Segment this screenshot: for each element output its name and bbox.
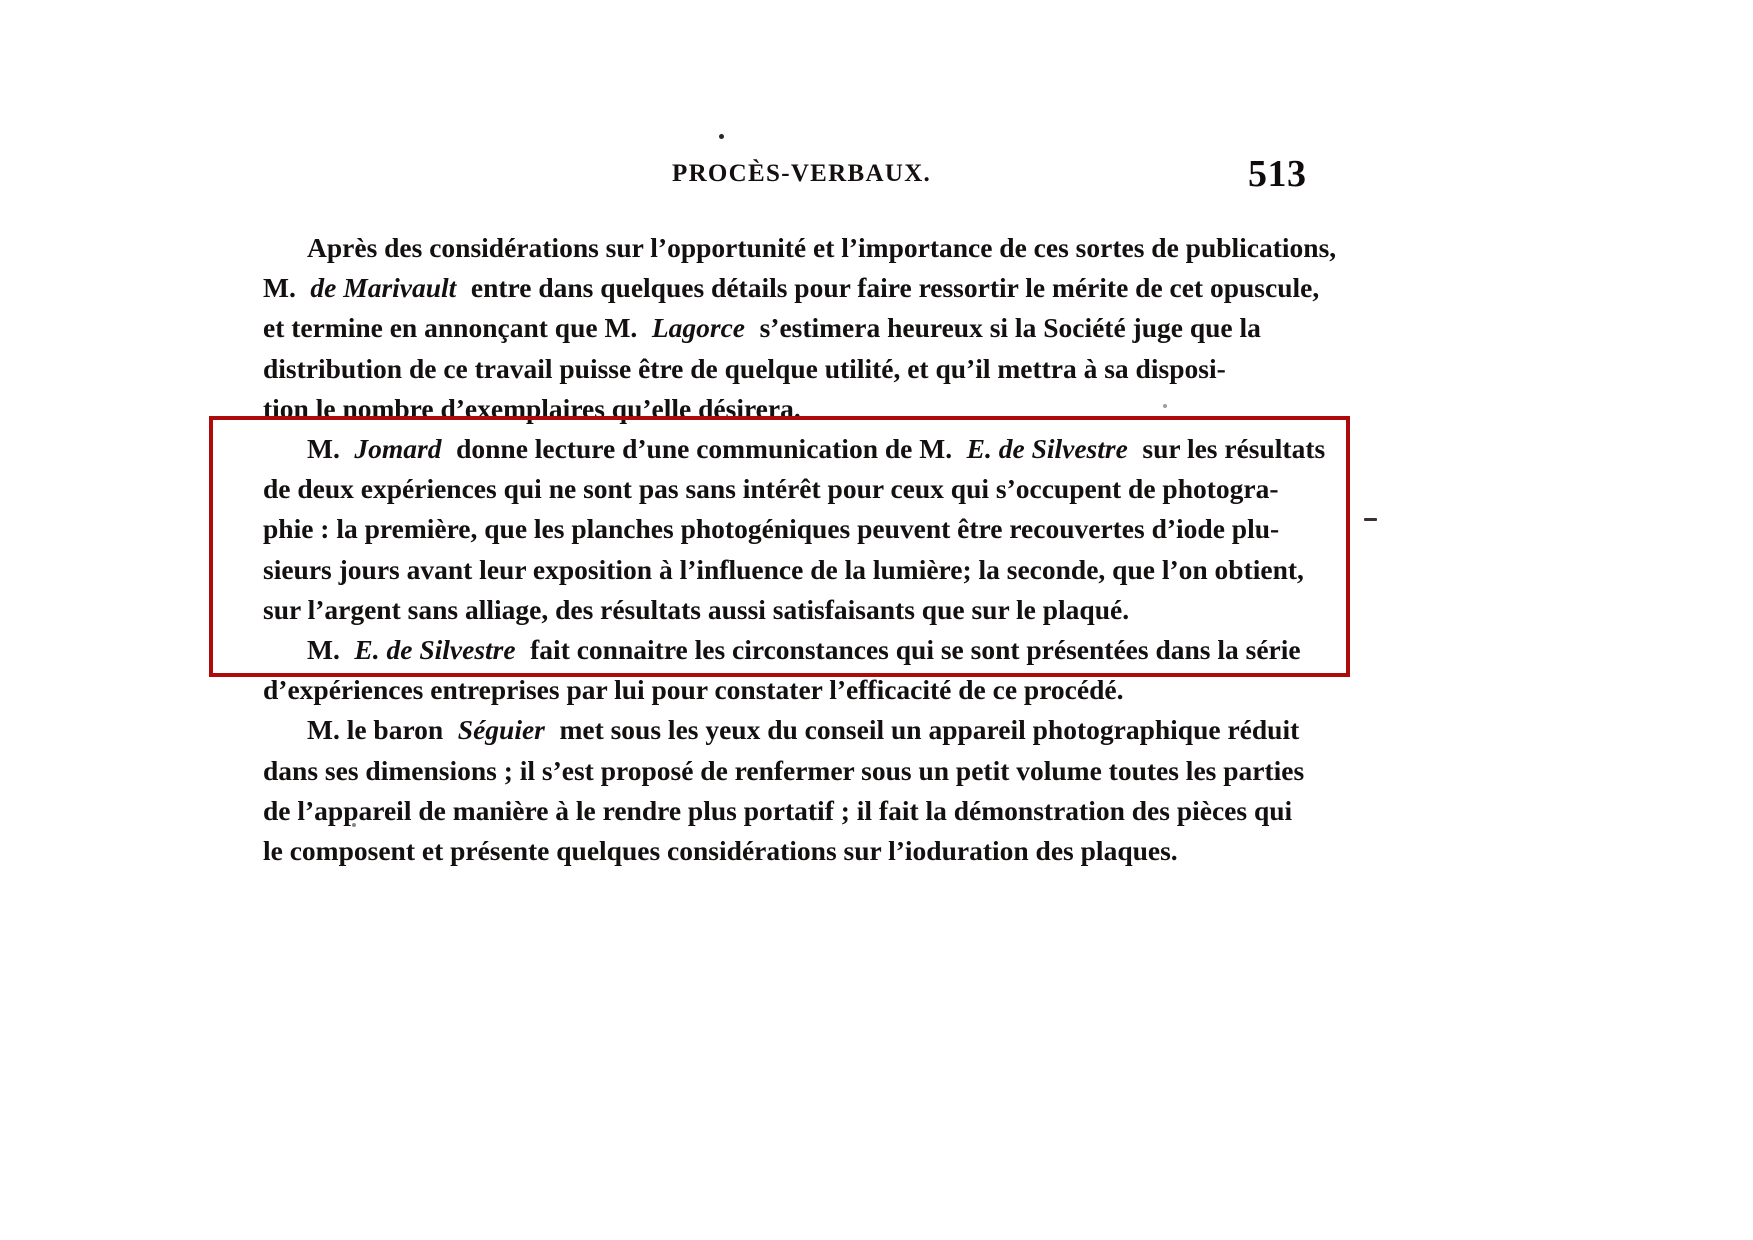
line-text: M. — [307, 433, 340, 465]
text-line — [263, 268, 1325, 308]
paragraph-silvestre — [263, 630, 1325, 710]
line-text: donne lecture d’une communication de M. — [456, 433, 953, 465]
line-text: M. — [307, 634, 340, 666]
line-text: et termine en annonçant que M. — [263, 312, 638, 344]
text-line — [263, 751, 1325, 791]
italic-name: Lagorce — [651, 312, 746, 344]
line-text: fait connaitre les circonstances qui se sont présentées dans la série — [530, 634, 1301, 666]
italic-name: Séguier — [457, 714, 545, 746]
line-text: M. — [263, 272, 296, 304]
line-text: de l’appareil de manière à le rendre plus portatif ; il fait la démonstration des pièces qui — [263, 794, 1293, 826]
line-text: sieurs jours avant leur exposition à l’influence de la lumière; la seconde, que l’on obtient, — [263, 553, 1304, 585]
paragraph-seguier — [263, 710, 1325, 871]
italic-name: de Marivault — [310, 272, 457, 304]
line-text: distribution de ce travail puisse être de quelque utilité, et qu’il mettra à sa disposi- — [263, 352, 1226, 384]
page-body — [263, 228, 1337, 871]
italic-name: E. de Silvestre — [966, 433, 1128, 465]
line-text: d’expériences entreprises par lui pour constater l’efficacité de ce procédé. — [263, 674, 1124, 706]
paragraph-jomard — [263, 429, 1325, 630]
text-line — [263, 509, 1325, 549]
text-line — [263, 349, 1325, 389]
line-text: sur les résultats — [1142, 433, 1326, 465]
text-line — [263, 429, 1325, 469]
line-text: dans ses dimensions ; il s’est proposé de renfermer sous un petit volume toutes les parties — [263, 754, 1305, 786]
paragraph-marivault — [263, 228, 1337, 429]
text-line — [263, 308, 1325, 348]
line-text: s’estimera heureux si la Société juge que la — [759, 312, 1261, 344]
line-text: sur l’argent sans alliage, des résultats aussi satisfaisants que sur le plaqué. — [263, 593, 1130, 625]
line-text: M. le baron — [307, 714, 444, 746]
text-line — [263, 791, 1325, 831]
running-head — [0, 153, 1753, 200]
line-text: entre dans quelques détails pour faire ressortir le mérite de cet opuscule, — [470, 272, 1320, 304]
text-line — [263, 710, 1325, 750]
line-text: Après des considérations sur l’opportunité et l’importance de ces sortes de publications, — [307, 232, 1337, 263]
text-line — [263, 630, 1325, 670]
scan-speck — [1364, 518, 1377, 521]
text-line — [263, 550, 1325, 590]
text-line — [263, 590, 1325, 630]
page-header-title: PROCÈS-VERBAUX. — [672, 160, 932, 187]
text-line — [263, 670, 1325, 710]
scan-speck — [719, 134, 724, 139]
line-text: de deux expériences qui ne sont pas sans intérêt pour ceux qui s’occupent de photogra- — [263, 473, 1279, 505]
line-text: le composent et présente quelques considérations sur l’ioduration des plaques. — [263, 835, 1178, 867]
italic-name: E. de Silvestre — [354, 634, 516, 666]
page-number: 513 — [1248, 153, 1307, 195]
line-text: met sous les yeux du conseil un appareil photographique réduit — [559, 714, 1300, 746]
text-line — [263, 469, 1325, 509]
text-line — [263, 831, 1325, 871]
text-line — [263, 228, 1337, 268]
line-text: phie : la première, que les planches photogéniques peuvent être recouvertes d’iode plu- — [263, 513, 1280, 545]
text-line — [263, 389, 1325, 429]
italic-name: Jomard — [354, 433, 442, 465]
line-text: tion le nombre d’exemplaires qu’elle désirera. — [263, 392, 801, 424]
